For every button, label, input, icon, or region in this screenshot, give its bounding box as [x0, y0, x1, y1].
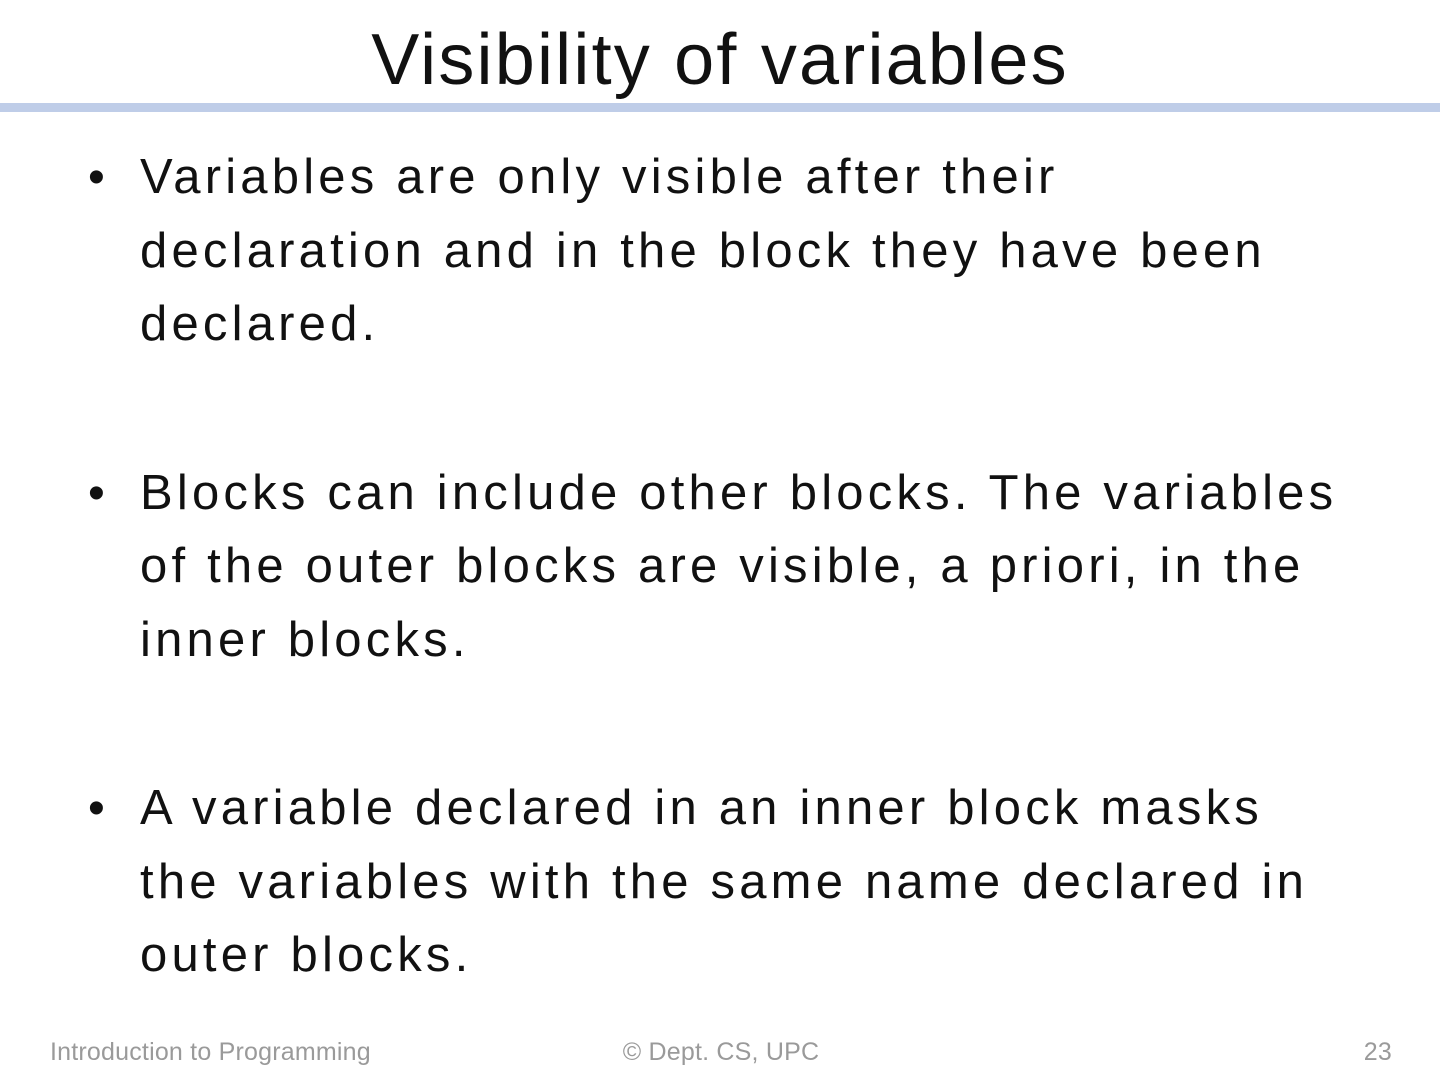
bullet-marker: • — [88, 782, 105, 835]
bullet-line: Blocks can include other blocks. The variables — [140, 465, 1338, 520]
bullet-line: inner blocks. — [140, 612, 470, 667]
bullet-line: A variable declared in an inner block masks — [140, 781, 1263, 835]
bullet-item — [88, 457, 1400, 678]
bullet-item — [88, 772, 1400, 993]
bullet-marker: • — [88, 151, 105, 204]
bullet-line: Variables are only visible after their — [140, 150, 1059, 204]
bullet-text — [140, 457, 1400, 678]
bullet-line: outer blocks. — [140, 928, 473, 982]
bullet-text — [140, 141, 1400, 362]
bullet-marker: • — [88, 466, 105, 520]
bullet-line: the variables with the same name declared in — [140, 854, 1309, 909]
bullet-text — [140, 772, 1400, 993]
slide-title: Visibility of variables — [371, 20, 1069, 100]
bullet-line: declared. — [140, 297, 380, 351]
slide-body — [88, 141, 1400, 993]
bullet-line: of the outer blocks are visible, a priori, in the — [140, 539, 1305, 593]
slide-footer — [50, 1040, 1392, 1065]
bullet-item — [88, 141, 1400, 362]
title-divider-rule — [0, 103, 1440, 112]
bullet-line: declaration and in the block they have been — [140, 223, 1266, 278]
footer-course-title: Introduction to Programming — [50, 1038, 371, 1066]
footer-copyright: © Dept. CS, UPC — [622, 1038, 820, 1066]
footer-page-number: 23 — [1363, 1038, 1392, 1066]
